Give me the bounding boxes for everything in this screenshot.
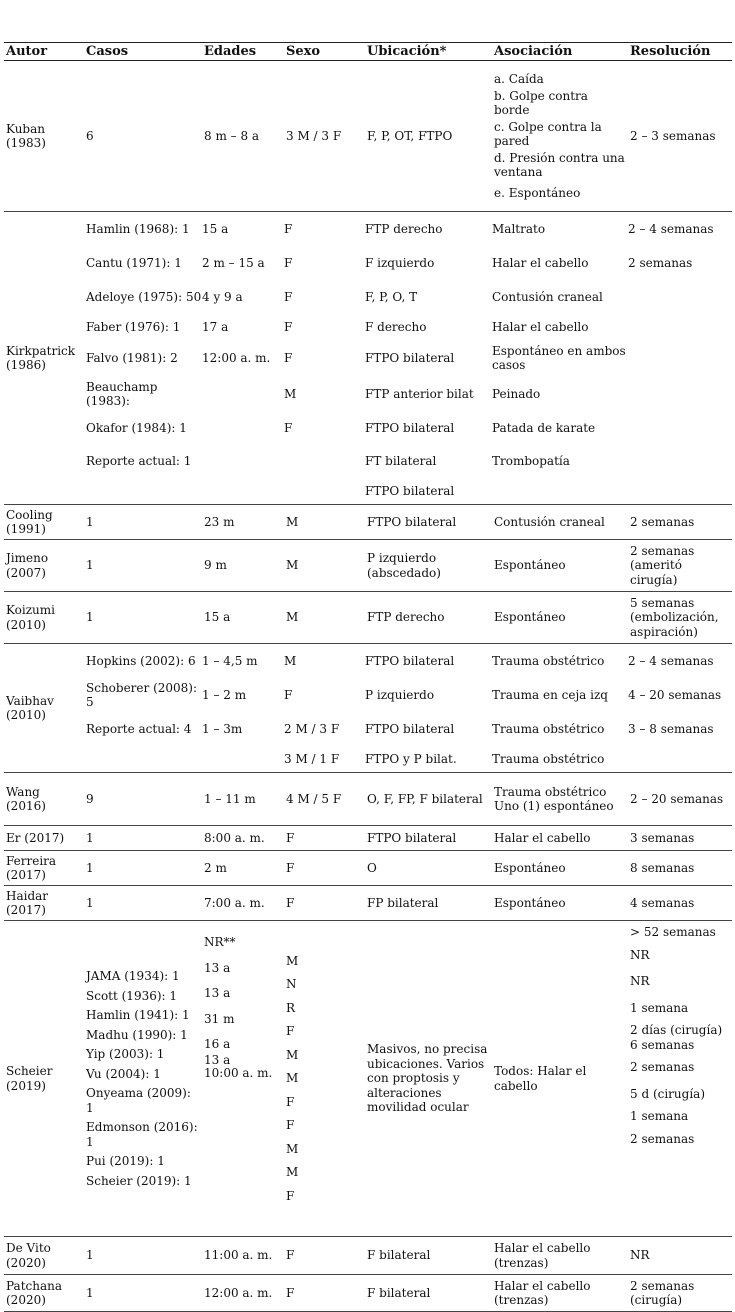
sub-row xyxy=(84,376,732,412)
cell-autor: Wang (2016) xyxy=(4,773,84,826)
row-vaibhav xyxy=(4,644,732,773)
cell-asociacion: Trauma obstétrico Uno (1) espontáneo xyxy=(492,773,628,826)
cell-ubicacion: FTP derecho xyxy=(365,221,443,236)
scheier-resolucion: 2 días (cirugía) xyxy=(630,1023,723,1037)
scheier-resolucion: 2 semanas xyxy=(630,1060,695,1074)
sub-row xyxy=(84,678,732,712)
sub-row xyxy=(84,340,732,376)
cell-asociacion: Espontáneo en ambos casos xyxy=(492,343,626,372)
cell-casos xyxy=(84,921,202,1237)
cell-sexo: M xyxy=(284,505,365,540)
cell-sexo: F xyxy=(284,886,365,921)
cell-sexo: M xyxy=(284,540,365,592)
cell-sexo: F xyxy=(284,851,365,886)
cell-ubicacion: FTPO bilateral xyxy=(365,483,455,498)
header-ubicacion: Ubicación* xyxy=(365,43,492,61)
cell-asociacion: Halar el cabello xyxy=(492,319,589,334)
row-koizumi xyxy=(4,592,732,644)
cell-ubicacion: P izquierdo (abscedado) xyxy=(365,540,492,592)
cell-autor: Er (2017) xyxy=(4,826,84,851)
cell-asociacion: Espontáneo xyxy=(492,886,628,921)
cell-sexo: F xyxy=(284,289,293,304)
scheier-caso: Pui (2019): 1 xyxy=(86,1154,165,1168)
scheier-resolucion: 1 semana xyxy=(630,1109,689,1123)
cell-edades xyxy=(202,376,284,412)
cell-edades: 15 a xyxy=(202,592,284,644)
scheier-caso: Madhu (1990): 1 xyxy=(86,1027,188,1042)
cell-asociacion: Todos: Halar el cabello xyxy=(492,921,628,1237)
header-edades: Edades xyxy=(202,43,284,61)
header-autor: Autor xyxy=(4,43,84,61)
cell-ubicacion: FTPO bilateral xyxy=(365,350,455,365)
scheier-resolucion: NR xyxy=(630,974,650,988)
results-table-wrapper xyxy=(4,42,732,1312)
cell-ubicacion: F bilateral xyxy=(365,1237,492,1275)
scheier-resolucion: 1 semana xyxy=(630,1000,689,1015)
cell-casos: 1 xyxy=(84,505,202,540)
cell-casos: 6 xyxy=(84,61,202,212)
row-ferreira xyxy=(4,851,732,886)
cell-edades: 7:00 a. m. xyxy=(202,886,284,921)
asociacion-item: a. Caída xyxy=(494,72,544,86)
cell-resolucion xyxy=(628,444,732,478)
row-kuban xyxy=(4,61,732,212)
cell-autor: Haidar (2017) xyxy=(4,886,84,921)
cell-casos: Reporte actual: 1 xyxy=(86,453,192,468)
cell-casos: Beauchamp (1983): xyxy=(86,379,158,408)
cell-resolucion: 5 semanas (embolización, aspiración) xyxy=(628,592,732,644)
cell-casos: 1 xyxy=(84,1237,202,1275)
cell-sexo: F xyxy=(284,420,293,435)
cell-sexo: F xyxy=(284,826,365,851)
cell-edades: 8:00 a. m. xyxy=(202,826,284,851)
cell-resolucion: 2 semanas (ameritó cirugía) xyxy=(628,540,732,592)
cell-casos: Schoberer (2008): 5 xyxy=(86,680,198,709)
cell-edades: 23 m xyxy=(202,505,284,540)
cell-autor: Koizumi (2010) xyxy=(4,592,84,644)
scheier-sexo: M xyxy=(286,953,299,968)
cell-asociacion: Trauma obstétrico xyxy=(492,751,605,766)
cell-asociacion: Halar el cabello xyxy=(492,255,589,270)
scheier-sexo: M xyxy=(286,1141,299,1156)
scheier-resolucion: 2 semanas xyxy=(630,1131,695,1146)
asociacion-item: e. Espontáneo xyxy=(494,185,581,200)
cell-resolucion: 8 semanas xyxy=(628,851,732,886)
row-devito xyxy=(4,1237,732,1275)
cell-ubicacion: P izquierdo xyxy=(365,687,435,702)
scheier-sexo: F xyxy=(286,1118,295,1133)
cell-asociacion: Espontáneo xyxy=(492,851,628,886)
cell-sexo: 3 M / 3 F xyxy=(284,61,365,212)
scheier-resolucion: > 52 semanas xyxy=(630,925,716,939)
scheier-sexo: F xyxy=(286,1188,295,1203)
cell-autor: Ferreira (2017) xyxy=(4,851,84,886)
scheier-edad: 31 m xyxy=(204,1011,235,1026)
cell-autor: Vaibhav (2010) xyxy=(4,644,84,773)
cell-edades: 1 – 4,5 m xyxy=(202,653,258,668)
cell-asociacion: Trauma obstétrico xyxy=(492,721,605,736)
cell-sexo: F xyxy=(284,1275,365,1312)
cell-edades xyxy=(202,921,284,1237)
scheier-caso: Onyeama (2009): 1 xyxy=(86,1086,191,1115)
cell-casos: 1 xyxy=(84,592,202,644)
cell-resolucion xyxy=(628,478,732,504)
cell-autor: Jimeno (2007) xyxy=(4,540,84,592)
cell-casos: 1 xyxy=(84,826,202,851)
cell-edades: 2 m – 15 a xyxy=(202,255,265,270)
cell-asociacion: Contusión craneal xyxy=(492,505,628,540)
cell-ubicacion: F bilateral xyxy=(365,1275,492,1312)
cell-ubicacion: O, F, FP, F bilateral xyxy=(365,773,492,826)
scheier-caso: Hamlin (1941): 1 xyxy=(86,1008,190,1022)
cell-sexo xyxy=(284,921,365,1237)
cell-autor: Cooling (1991) xyxy=(4,505,84,540)
cell-ubicacion: F, P, OT, FTPO xyxy=(365,61,492,212)
cell-sexo: M xyxy=(284,592,365,644)
cell-asociacion: Espontáneo xyxy=(492,592,628,644)
cell-edades xyxy=(202,444,284,478)
cell-edades: 8 m – 8 a xyxy=(202,61,284,212)
scheier-caso: Yip (2003): 1 xyxy=(86,1047,165,1061)
cell-asociacion: Contusión craneal xyxy=(492,289,603,304)
kirkpatrick-subtable xyxy=(84,212,732,504)
vaibhav-subtable xyxy=(84,644,732,772)
cell-edades: 15 a xyxy=(202,221,229,236)
cell-ubicacion: FTPO bilateral xyxy=(365,826,492,851)
cell-resolucion: 3 semanas xyxy=(628,826,732,851)
cell-autor: De Vito (2020) xyxy=(4,1237,84,1275)
scheier-caso: JAMA (1934): 1 xyxy=(86,969,180,983)
cell-casos: Faber (1976): 1 xyxy=(86,319,181,334)
cell-resolucion: 2 semanas xyxy=(628,505,732,540)
scheier-sexo: M xyxy=(286,1047,299,1062)
cell-ubicacion: F, P, O, T xyxy=(365,289,418,304)
cell-asociacion: Peinado xyxy=(492,386,541,401)
cell-resolucion xyxy=(628,376,732,412)
asociacion-item: d. Presión contra una ventana xyxy=(494,150,625,179)
sub-row xyxy=(84,412,732,444)
cell-casos: Okafor (1984): 1 xyxy=(86,420,187,435)
cell-asociacion: Maltrato xyxy=(492,221,546,236)
cell-sexo: F xyxy=(284,319,293,334)
cell-ubicacion: FTPO bilateral xyxy=(365,420,455,435)
cell-asociacion: Patada de karate xyxy=(492,420,596,435)
cell-resolucion: 2 – 4 semanas xyxy=(628,653,714,668)
cell-sexo: M xyxy=(284,653,297,668)
cell-autor: Scheier (2019) xyxy=(4,921,84,1237)
sub-row xyxy=(84,444,732,478)
sub-row xyxy=(84,212,732,246)
asociacion-item: b. Golpe contra borde xyxy=(494,88,588,117)
cell-resolucion: 2 – 3 semanas xyxy=(628,61,732,212)
cell-resolucion: 4 – 20 semanas xyxy=(628,687,722,702)
cell-casos: Hopkins (2002): 6 xyxy=(86,653,196,668)
cell-asociacion: Halar el cabello xyxy=(492,826,628,851)
row-cooling xyxy=(4,505,732,540)
header-row xyxy=(4,43,732,61)
cell-edades: 1 – 2 m xyxy=(202,687,247,702)
cell-ubicacion: F izquierdo xyxy=(365,255,435,270)
scheier-caso: Vu (2004): 1 xyxy=(86,1066,161,1081)
cell-sexo xyxy=(284,444,365,478)
cell-resolucion: 2 semanas (cirugía) xyxy=(628,1275,732,1312)
cell-sexo: F xyxy=(284,1237,365,1275)
cell-edades: 12:00 a. m. xyxy=(202,1275,284,1312)
cell-asociacion: Halar el cabello (trenzas) xyxy=(492,1237,628,1275)
scheier-caso: Scheier (2019): 1 xyxy=(86,1173,192,1188)
row-jimeno xyxy=(4,540,732,592)
cell-asociacion: Trauma en ceja izq xyxy=(492,687,608,702)
cell-resolucion: 2 – 20 semanas xyxy=(628,773,732,826)
cell-ubicacion: FP bilateral xyxy=(365,886,492,921)
scheier-sexo: R xyxy=(286,1000,296,1015)
scheier-caso: Edmonson (2016): 1 xyxy=(86,1120,198,1149)
row-scheier xyxy=(4,921,732,1237)
cell-asociacion: Trombopatía xyxy=(492,453,570,468)
scheier-resolucion: 5 d (cirugía) xyxy=(630,1086,706,1101)
cell-resolucion xyxy=(628,921,732,1237)
asociacion-item: c. Golpe contra la pared xyxy=(494,119,602,148)
cell-edades xyxy=(202,478,284,504)
sub-row xyxy=(84,478,732,504)
cell-edades xyxy=(202,746,284,772)
cell-edades: 12:00 a. m. xyxy=(202,350,271,365)
cell-casos: 1 xyxy=(84,540,202,592)
cell-casos: 9 xyxy=(84,773,202,826)
cell-autor: Kirkpatrick (1986) xyxy=(4,212,84,505)
cell-edades xyxy=(202,412,284,444)
cell-edades: 17 a xyxy=(202,319,229,334)
sub-row xyxy=(84,644,732,678)
cell-asociacion: Halar el cabello (trenzas) xyxy=(492,1275,628,1312)
sub-row xyxy=(84,314,732,340)
cell-ubicacion: FTPO bilateral xyxy=(365,721,455,736)
cell-autor: Kuban (1983) xyxy=(4,61,84,212)
scheier-edad: 10:00 a. m. xyxy=(204,1066,273,1080)
cell-edades: 9 m xyxy=(202,540,284,592)
sub-row xyxy=(84,280,732,314)
sub-row xyxy=(84,746,732,772)
cell-edades: 2 m xyxy=(202,851,284,886)
cell-autor: Patchana (2020) xyxy=(4,1275,84,1312)
sub-row xyxy=(84,246,732,280)
cell-casos: 1 xyxy=(84,851,202,886)
cell-casos: Reporte actual: 4 xyxy=(86,721,192,736)
cell-resolucion: 4 semanas xyxy=(628,886,732,921)
cell-ubicacion: FTP derecho xyxy=(365,592,492,644)
cell-casos xyxy=(84,478,202,504)
row-er xyxy=(4,826,732,851)
cell-resolucion: 2 semanas xyxy=(628,255,693,270)
cell-sexo: M xyxy=(284,386,297,401)
row-patchana xyxy=(4,1275,732,1312)
scheier-sexo: F xyxy=(286,1024,295,1039)
scheier-sexo: N xyxy=(286,977,297,992)
cell-resolucion xyxy=(628,746,732,772)
row-wang xyxy=(4,773,732,826)
cell-ubicacion: F derecho xyxy=(365,319,427,334)
kirkpatrick-subtable-cell xyxy=(84,212,732,505)
cell-casos: Hamlin (1968): 1 xyxy=(86,221,190,236)
cell-edades: 1 – 3m xyxy=(202,721,243,736)
header-asociacion: Asociación xyxy=(492,43,628,61)
cell-resolucion xyxy=(628,340,732,376)
cell-casos: 1 xyxy=(84,1275,202,1312)
cell-sexo: F xyxy=(284,687,293,702)
cell-casos: Cantu (1971): 1 xyxy=(86,255,182,270)
row-haidar xyxy=(4,886,732,921)
cell-sexo xyxy=(284,478,365,504)
cell-sexo: 2 M / 3 F xyxy=(284,721,340,736)
cell-asociacion: Espontáneo xyxy=(492,540,628,592)
scheier-resolucion: NR xyxy=(630,947,650,962)
scheier-resolucion: 6 semanas xyxy=(630,1037,695,1052)
scheier-edad: 13 a xyxy=(204,986,231,1000)
cell-ubicacion: FT bilateral xyxy=(365,453,437,468)
cell-casos: Adeloye (1975): 50 xyxy=(86,289,202,304)
scheier-caso: Scott (1936): 1 xyxy=(86,988,178,1003)
cell-casos xyxy=(84,746,202,772)
cell-resolucion: 3 – 8 semanas xyxy=(628,721,714,736)
cell-ubicacion: FTPO y P bilat. xyxy=(365,751,457,766)
scheier-sexo: M xyxy=(286,1165,299,1180)
cell-asociacion: Trauma obstétrico xyxy=(492,653,605,668)
cell-sexo: F xyxy=(284,255,293,270)
scheier-edad: 16 a xyxy=(204,1037,231,1051)
cell-edades: 1 – 11 m xyxy=(202,773,284,826)
header-sexo: Sexo xyxy=(284,43,365,61)
cell-ubicacion: O xyxy=(365,851,492,886)
cell-edades: 11:00 a. m. xyxy=(202,1237,284,1275)
cell-ubicacion: FTPO bilateral xyxy=(365,653,455,668)
scheier-edad: 13 a xyxy=(204,960,231,975)
scheier-sexo: M xyxy=(286,1071,299,1086)
vaibhav-subtable-cell xyxy=(84,644,732,773)
cell-sexo: F xyxy=(284,350,293,365)
cell-ubicacion: FTPO bilateral xyxy=(365,505,492,540)
cell-resolucion: 2 – 4 semanas xyxy=(628,221,714,236)
cell-resolucion xyxy=(628,314,732,340)
cell-edades: 4 y 9 a xyxy=(202,289,243,304)
cell-sexo: F xyxy=(284,221,293,236)
scheier-edad: 13 a xyxy=(204,1052,231,1067)
cell-resolucion xyxy=(628,412,732,444)
scheier-sexo: F xyxy=(286,1094,295,1109)
scheier-edad: NR** xyxy=(204,935,236,949)
case-comparison-table xyxy=(4,42,732,1312)
cell-resolucion: NR xyxy=(628,1237,732,1275)
cell-ubicacion: FTP anterior bilat xyxy=(365,386,474,401)
header-casos: Casos xyxy=(84,43,202,61)
cell-casos: Falvo (1981): 2 xyxy=(86,350,178,365)
cell-ubicacion: Masivos, no precisa ubicaciones. Varios con proptosis y alteraciones movilidad ocular xyxy=(365,921,492,1237)
header-resolucion: Resolución xyxy=(628,43,732,61)
sub-row xyxy=(84,712,732,746)
cell-resolucion xyxy=(628,280,732,314)
cell-casos: 1 xyxy=(84,886,202,921)
cell-sexo: 3 M / 1 F xyxy=(284,751,340,766)
cell-asociacion xyxy=(492,478,628,504)
cell-asociacion xyxy=(492,61,628,212)
row-kirkpatrick xyxy=(4,212,732,505)
cell-sexo: 4 M / 5 F xyxy=(284,773,365,826)
